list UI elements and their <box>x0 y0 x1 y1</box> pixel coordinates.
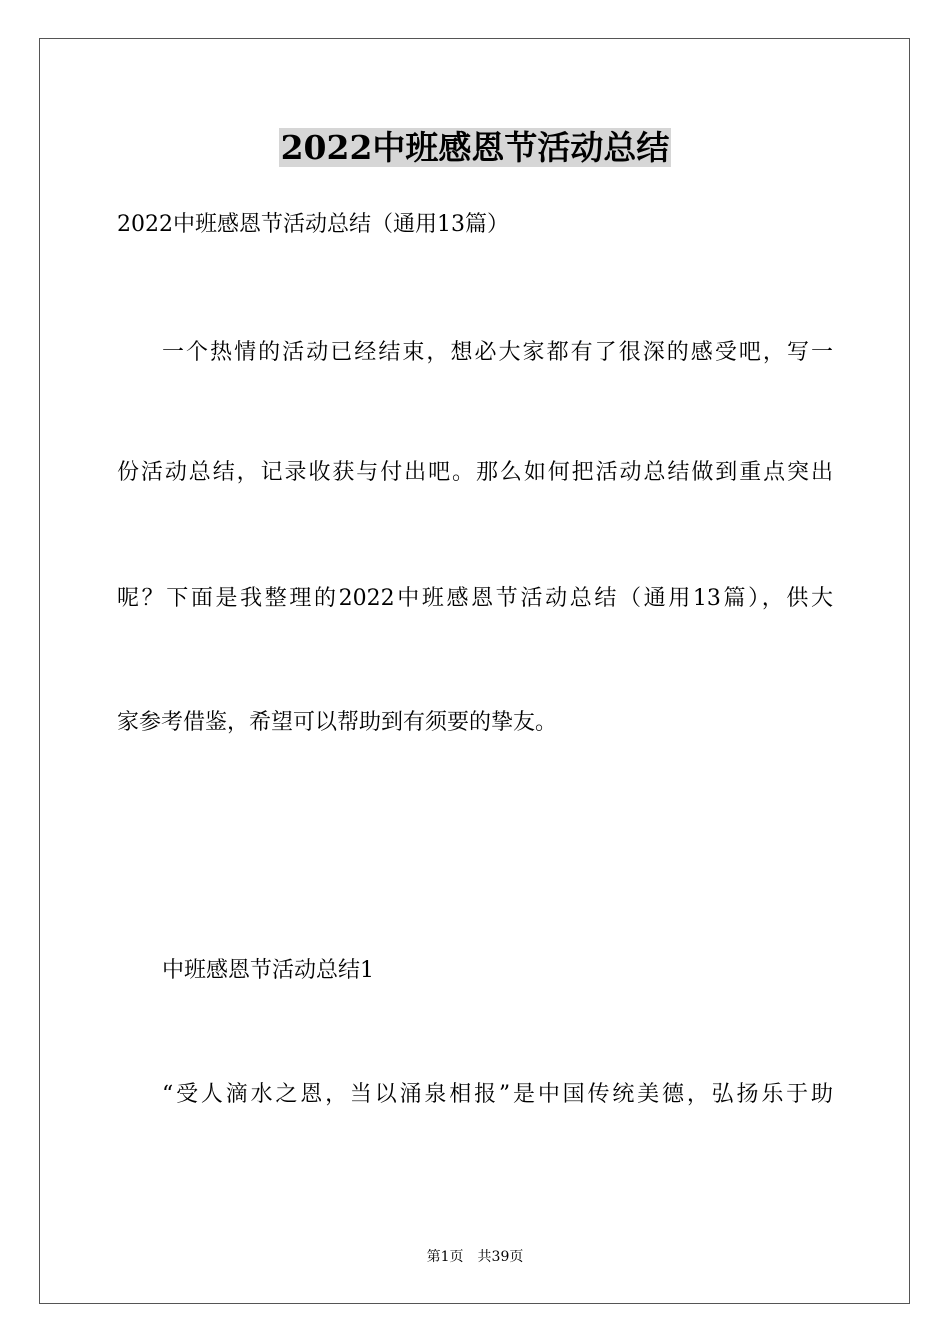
intro-line-2: 份活动总结，记录收获与付出吧。那么如何把活动总结做到重点突出 <box>117 460 833 485</box>
section-heading: 中班感恩节活动总结1 <box>162 958 374 983</box>
section-paragraph-line-1: “受人滴水之恩，当以涌泉相报”是中国传统美德，弘扬乐于助 <box>162 1082 833 1107</box>
intro-line-4: 家参考借鉴，希望可以帮助到有须要的挚友。 <box>117 710 558 735</box>
intro-line-1: 一个热情的活动已经结束，想必大家都有了很深的感受吧，写一 <box>162 340 833 365</box>
page-footer: 第1页 共39页 <box>426 1249 524 1265</box>
document-title-text: 2022中班感恩节活动总结 <box>280 128 670 167</box>
document-subtitle: 2022中班感恩节活动总结（通用13篇） <box>117 212 509 237</box>
intro-line-3: 呢？下面是我整理的2022中班感恩节活动总结（通用13篇），供大 <box>117 586 834 611</box>
document-title <box>0 126 950 170</box>
